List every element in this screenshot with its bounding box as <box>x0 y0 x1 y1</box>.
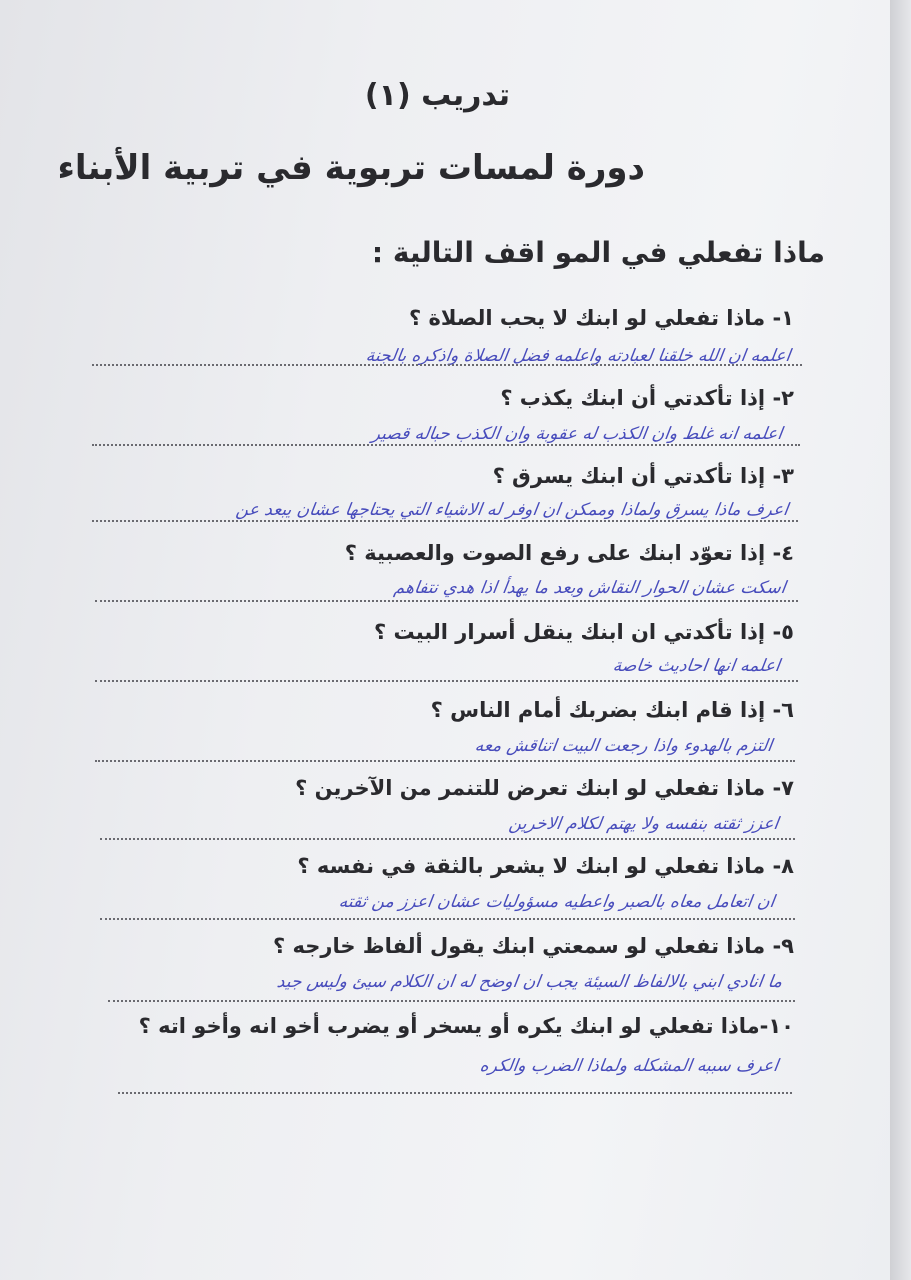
answer-9: ما انادي ابني بالالفاظ السيئة يجب ان اوضح له ان الكلام سيئ وليس جيد <box>275 972 784 992</box>
answer-3: اعرف ماذا يسرق ولماذا وممكن ان اوفر له الاشياء التي يحتاجها عشان يبعد عن <box>234 500 790 520</box>
answer-line-5 <box>95 680 798 682</box>
answer-10: اعرف سببه المشكله ولماذا الضرب والكره <box>478 1056 780 1076</box>
question-9: ٩- ماذا تفعلي لو سمعتي ابنك يقول ألفاظ خارجه ؟ <box>273 934 794 958</box>
question-7: ٧- ماذا تفعلي لو ابنك تعرض للتنمر من الآخرين ؟ <box>295 776 794 800</box>
answer-line-1 <box>92 364 802 366</box>
answer-line-8 <box>100 918 795 920</box>
course-title: دورة لمسات تربوية في تربية الأبناء <box>57 148 645 188</box>
question-8: ٨- ماذا تفعلي لو ابنك لا يشعر بالثقة في نفسه ؟ <box>297 854 794 878</box>
prompt-heading: ماذا تفعلي في المو اقف التالية : <box>371 236 825 269</box>
question-2: ٢- إذا تأكدتي أن ابنك يكذب ؟ <box>500 386 794 410</box>
answer-line-7 <box>100 838 795 840</box>
answer-line-10 <box>118 1092 792 1094</box>
background-surface <box>890 0 911 1280</box>
answer-line-9 <box>108 1000 795 1002</box>
answer-7: اعزز ثقته بنفسه ولا يهتم لكلام الاخرين <box>507 814 780 834</box>
answer-line-2 <box>92 444 800 446</box>
answer-8: ان اتعامل معاه بالصبر واعطيه مسؤوليات عشان اعزز من ثقته <box>337 892 776 912</box>
question-5: ٥- إذا تأكدتي ان ابنك ينقل أسرار البيت ؟ <box>374 620 794 644</box>
question-1: ١- ماذا تفعلي لو ابنك لا يحب الصلاة ؟ <box>408 306 794 330</box>
answer-line-6 <box>95 760 795 762</box>
question-10: ١٠-ماذا تفعلي لو ابنك يكره أو يسخر أو يضرب أخو انه وأخو اته ؟ <box>138 1014 794 1038</box>
answer-1: اعلمه ان الله خلقنا لعبادته واعلمه فضل الصلاة واذكره بالجنة <box>364 346 792 366</box>
answer-2: اعلمه انه غلط وان الكذب له عقوبة وان الكذب حباله قصير <box>370 424 784 444</box>
question-4: ٤- إذا تعوّد ابنك على رفع الصوت والعصبية ؟ <box>344 541 794 565</box>
answer-line-3 <box>92 520 798 522</box>
answer-line-4 <box>95 600 798 602</box>
answer-4: اسكت عشان الحوار النقاش وبعد ما يهدأ اذا هدي نتفاهم <box>393 578 788 598</box>
question-3: ٣- إذا تأكدتي أن ابنك يسرق ؟ <box>492 464 794 488</box>
answer-5: اعلمه انها احاديث خاصة <box>611 656 782 676</box>
training-label: تدريب (١) <box>364 78 510 113</box>
question-6: ٦- إذا قام ابنك بضربك أمام الناس ؟ <box>430 698 794 722</box>
answer-6: التزم بالهدوء واذا رجعت البيت اتناقش معه <box>473 736 774 756</box>
